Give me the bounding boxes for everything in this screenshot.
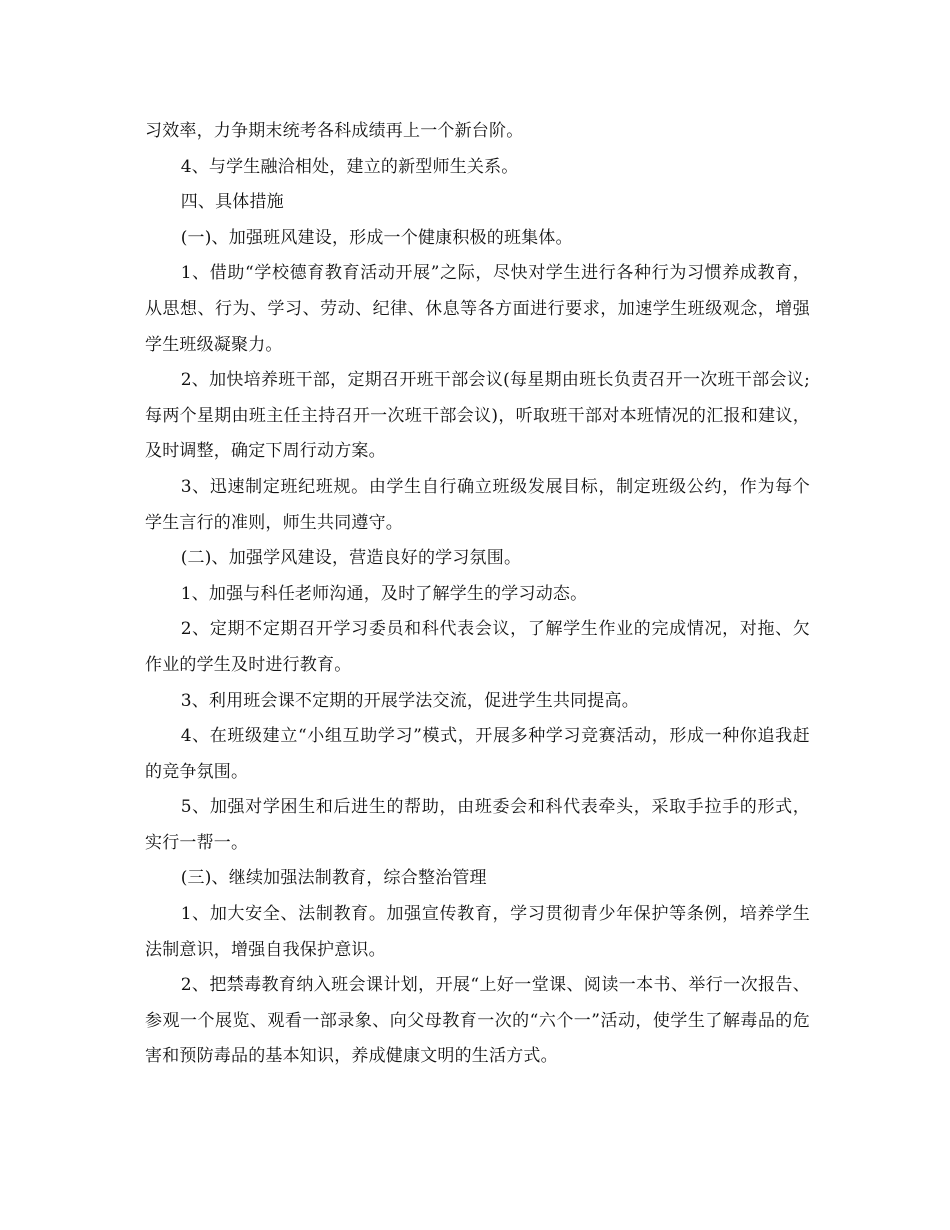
paragraph: 1、加强与科任老师沟通，及时了解学生的学习动态。 <box>180 583 588 604</box>
subsection-heading: (二)、加强学风建设，营造良好的学习氛围。 <box>180 548 522 569</box>
paragraph: 3、利用班会课不定期的开展学法交流，促进学生共同提高。 <box>180 690 639 711</box>
paragraph: 2、定期不定期召开学习委员和科代表会议，了解学生作业的完成情况，对拖、欠作业的学生及时进行教育。 <box>145 619 810 675</box>
paragraph: 2、把禁毒教育纳入班会课计划，开展“上好一堂课、阅读一本书、举行一次报告、参观一个展览、观看一部录象、向父母教育一次的“六个一”活动，使学生了解毒品的危害和预防毒品的基本知识，养成健康文明的生活方式。 <box>145 975 810 1067</box>
section-heading: 四、具体措施 <box>180 192 284 213</box>
paragraph: 5、加强对学困生和后进生的帮助，由班委会和科代表牵头，采取手拉手的形式，实行一帮一。 <box>145 797 810 853</box>
paragraph: 4、在班级建立“小组互助学习”模式，开展多种学习竞赛活动，形成一种你追我赶的竞争氛围。 <box>145 726 810 782</box>
paragraph: 1、加大安全、法制教育。加强宣传教育，学习贯彻青少年保护等条例，培养学生法制意识，增强自我保护意识。 <box>145 904 810 960</box>
subsection-heading: (三)、继续加强法制教育，综合整治管理 <box>180 868 487 889</box>
paragraph: 习效率，力争期末统考各科成绩再上一个新台阶。 <box>145 121 524 141</box>
subsection-heading: (一)、加强班风建设，形成一个健康积极的班集体。 <box>180 227 573 248</box>
paragraph: 3、迅速制定班纪班规。由学生自行确立班级发展目标，制定班级公约，作为每个学生言行的准则，师生共同遵守。 <box>145 476 810 533</box>
document-body <box>145 114 810 1075</box>
paragraph: 2、加快培养班干部，定期召开班干部会议(每星期由班长负责召开一次班干部会议;每两个星期由班主任主持召开一次班干部会议)，听取班干部对本班情况的汇报和建议，及时调整，确定下周行动方案。 <box>145 370 810 462</box>
paragraph: 4、与学生融洽相处，建立的新型师生关系。 <box>180 156 519 177</box>
paragraph: 1、借助“学校德育教育活动开展”之际，尽快对学生进行各种行为习惯养成教育，从思想、行为、学习、劳动、纪律、休息等各方面进行要求，加速学生班级观念，增强学生班级凝聚力。 <box>145 263 810 355</box>
